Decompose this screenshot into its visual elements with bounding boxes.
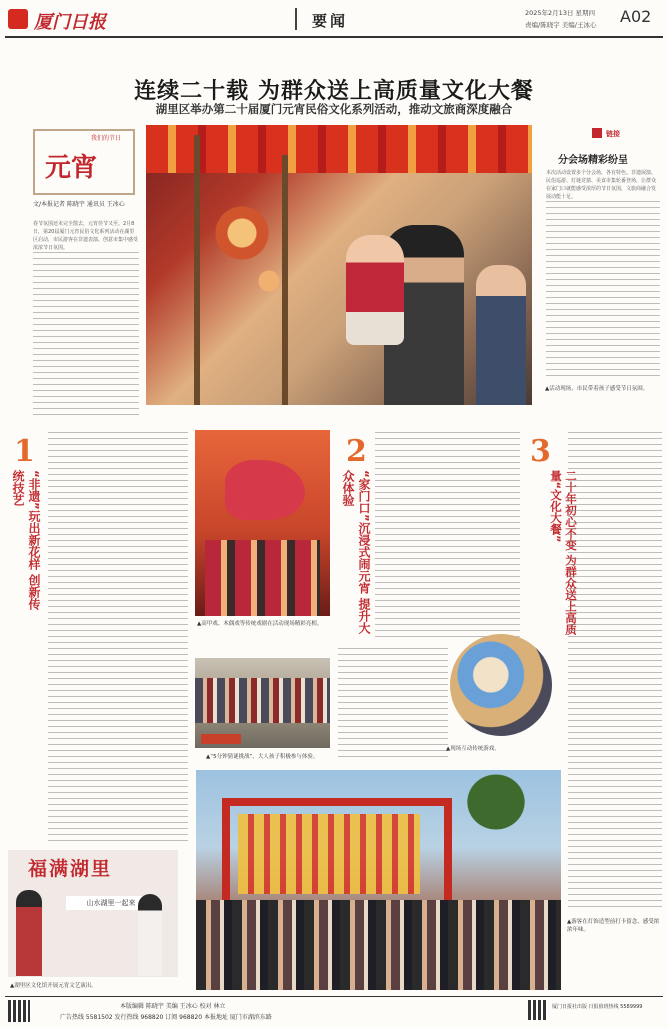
page-number: A02 [620, 7, 652, 26]
footer-right-qr [528, 1000, 548, 1020]
date-line: 2025年2月13日 星期四 [525, 9, 596, 17]
lantern-pole [194, 135, 200, 405]
acrobat-photo [195, 430, 330, 616]
paper-logo-icon [8, 9, 28, 29]
crowd-caption: ▲游客在灯饰造型前打卡留念，感受浓浓年味。 [567, 919, 660, 933]
masthead-rule [5, 36, 663, 38]
game-photo [195, 658, 330, 748]
crowd [196, 900, 561, 990]
game-crowd [195, 678, 330, 723]
link-title: 分会场精彩纷呈 [558, 155, 628, 166]
section-title-1: “非遗”玩出新花样 创新传统技艺 [11, 470, 41, 610]
paper-name: 厦门日报 [34, 12, 106, 33]
link-box [540, 125, 662, 380]
subheadline: 湖里区举办第二十届厦门元宵民俗文化系列活动，推动文旅商深度融合 [155, 102, 513, 116]
section-3-body [568, 432, 662, 912]
lede-body: 春节氛围还未完全散去，元宵佳节又至。2月8日，第20届厦门元宵民俗文化系列活动在湖里区启动，市民游客在非遗表演、创意市集中感受浓浓节日氛围。 [33, 220, 139, 420]
palm-tree [446, 770, 546, 850]
boy-right [476, 265, 526, 405]
footer-staff: 本版编辑 陈晓宇 美编 王冰心 校对 林立 [120, 1003, 226, 1010]
section-label: 要闻 [312, 12, 349, 30]
column-logo-main: 元宵 [45, 153, 98, 183]
game-caption: ▲“5分钟猜谜挑战”，大人孩子积极参与体验。 [206, 754, 319, 760]
link-icon [592, 128, 602, 138]
lantern-row [146, 125, 532, 173]
masthead [0, 0, 668, 38]
main-photo-caption: ▲活动现场，市民带着孩子感受节日氛围。 [545, 386, 649, 392]
editors-line: 责编/陈晓宇 美编/王冰心 [525, 21, 597, 29]
column-logo-small: 我们的节日 [91, 135, 122, 142]
acrobat-caption: ▲高甲戏、木偶戏等传统戏剧在活动现场精彩亮相。 [197, 621, 323, 627]
performer-group [205, 540, 320, 616]
crowd-photo [196, 770, 561, 990]
section-number-1: 1 [14, 434, 35, 469]
section-title-2: “家门口”沉浸式闹元宵 提升大众体验 [341, 470, 371, 634]
footer-left-qr [8, 1000, 30, 1022]
masthead-divider [295, 8, 297, 30]
footer-rule [5, 996, 663, 997]
main-photo [146, 125, 532, 405]
lantern-photo [450, 634, 552, 736]
footer-right: 厦门日报社出版 日报值班热线 5589999 [552, 1004, 643, 1010]
lantern-caption: ▲现场互动传统游戏。 [446, 746, 500, 752]
footer-contacts: 广告热线 5581502 发行热线 968820 订阅 968820 本报地址 厦门市湖滨东路 [60, 1014, 272, 1021]
stage-caption: ▲湖里区文化馆开展元宵文艺演出。 [10, 983, 97, 989]
link-body: 本次活动设置多个分会场，各有特色。非遗展演、民俗巡游、灯谜竞猜、美食市集轮番登场，让群众在家门口就能感受浓厚的节日氛围，文旅商融合发展动能十足。 [546, 169, 660, 379]
stage-photo [8, 850, 178, 977]
section-number-2: 2 [346, 434, 367, 469]
section-1-body [48, 432, 188, 842]
stage-performer [16, 890, 42, 976]
decor-hanging [206, 185, 296, 305]
lede-byline: 文/本报记者 陈晓宇 通讯员 王冰心 [33, 201, 125, 208]
section-number-3: 3 [530, 434, 551, 469]
stage-performer [138, 894, 162, 976]
game-banner [201, 734, 241, 744]
lantern-grid [238, 814, 420, 894]
child-in-red [346, 235, 404, 345]
section-title-3: 二十年初心不变 为群众送上高质量“文化大餐” [549, 470, 578, 636]
link-tag: 链接 [606, 130, 620, 138]
section-2-body [375, 432, 520, 640]
stage-backdrop: 山水湖里一起来 [66, 896, 156, 910]
stage-banner: 福满湖里 [28, 858, 113, 880]
section-2-body-cont [338, 648, 448, 760]
acrobat-performer [225, 460, 305, 520]
column-logo [33, 129, 135, 195]
headline: 连续二十载 为群众送上高质量文化大餐 [134, 79, 534, 104]
